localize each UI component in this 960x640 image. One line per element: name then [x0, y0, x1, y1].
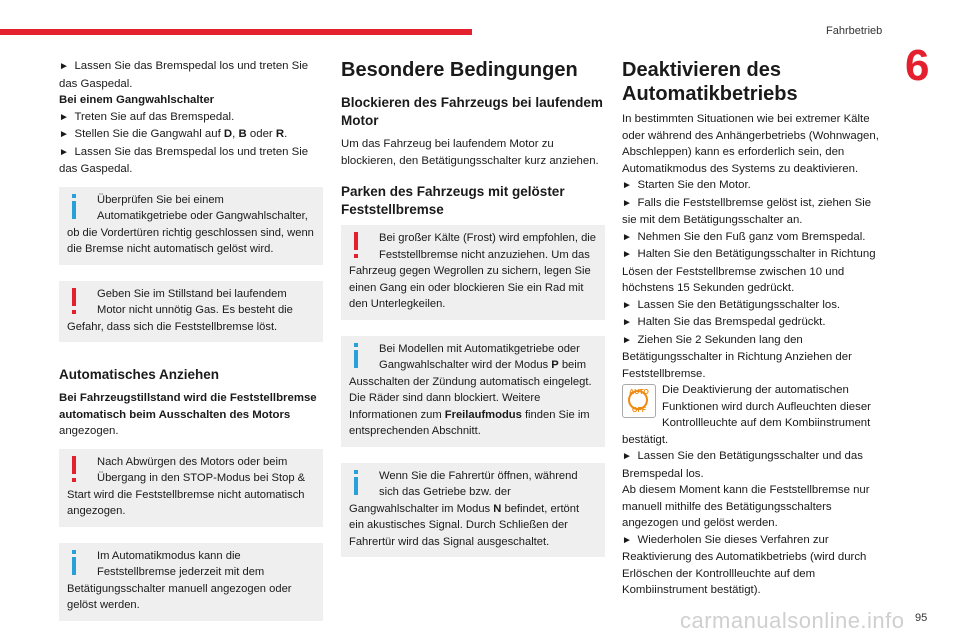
- column-2: [341, 58, 605, 557]
- watermark: carmanualsonline.info: [680, 608, 905, 633]
- bullet-text: ► Lassen Sie den Betätigungsschalter und das Bremspedal los.: [622, 448, 888, 482]
- bullet-text: ► Lassen Sie das Bremspedal los und treten Sie das Gaspedal.: [59, 144, 323, 178]
- info-icon: [349, 343, 365, 371]
- paragraph: Um das Fahrzeug bei laufendem Motor zu blockieren, den Betätigungsschalter kurz anziehen.: [341, 138, 599, 167]
- paragraph: Bei Fahrzeugstillstand wird die Feststellbremse automatisch beim Ausschalten des Motors angezogen.: [59, 392, 317, 437]
- column-3: [622, 58, 888, 599]
- bullet-text: ► Lassen Sie den Betätigungsschalter los.: [622, 297, 888, 315]
- info-icon: [349, 470, 365, 498]
- bullet-text: ► Nehmen Sie den Fuß ganz vom Bremspedal.: [622, 229, 888, 247]
- paragraph: Ab diesem Moment kann die Feststellbremse nur manuell mithilfe des Betätigungsschalters angezogen und gelöst werden.: [622, 484, 870, 529]
- section-title-heading: Besondere Bedingungen: [341, 59, 578, 81]
- page-number: 95: [915, 612, 928, 624]
- column-1: [59, 58, 323, 621]
- bullet-text: ► Stellen Sie die Gangwahl auf D, B oder R.: [59, 126, 323, 144]
- bullet-text: ► Ziehen Sie 2 Sekunden lang den Betätigungsschalter in Richtung Anziehen der Feststellbremse.: [622, 332, 888, 383]
- subheading: Bei einem Gangwahlschalter: [59, 94, 215, 106]
- info-icon: [67, 194, 83, 222]
- paragraph: AUTO OFF Die Deaktivierung der automatischen Funktionen wird durch Aufleuchten dieser Kontrollleuchte auf dem Kombiinstrument bestätigt.: [622, 384, 871, 446]
- info-box: Bei Modellen mit Automatikgetriebe oder Gangwahlschalter wird der Modus P beim Ausschalten der Zündung automatisch eingelegt. Die Räder sind dann blockiert. Weitere Informationen zum Freilaufmodus finden Sie im entsprechenden Abschnitt.: [341, 336, 605, 447]
- info-box: Wenn Sie die Fahrertür öffnen, während sich das Getriebe bzw. der Gangwahlschalter im Modus N befindet, ertönt ein akustisches Signal. Durch Schließen der Fahrertür wird das Signal ausgeschaltet.: [341, 463, 605, 558]
- auto-off-warning-light-icon: AUTO OFF: [622, 384, 656, 418]
- bullet-text: ► Wiederholen Sie dieses Verfahren zur Reaktivierung des Automatikbetriebs (wird durch Erlöschen der Kontrollleuchte auf dem Kombiinstrument bestätigt).: [622, 532, 888, 599]
- warning-icon: [67, 288, 83, 316]
- bullet-text: ► Falls die Feststellbremse gelöst ist, ziehen Sie sie mit dem Betätigungsschalter an.: [622, 195, 888, 229]
- section-heading: Automatisches Anziehen: [59, 367, 220, 382]
- bullet-text: ► Lassen Sie das Bremspedal los und treten Sie das Gaspedal.: [59, 58, 323, 92]
- section-title: Fahrbetrieb: [826, 25, 883, 37]
- warning-icon: [67, 456, 83, 484]
- paragraph: In bestimmten Situationen wie bei extremer Kälte oder während des Anhängerbetriebs (Wohnwagen, Abschleppen) kann es erforderlich sein, den Automatikmodus des Systems zu deaktivieren.: [622, 113, 879, 175]
- warning-icon: [349, 232, 365, 260]
- warning-box: Geben Sie im Stillstand bei laufendem Motor nicht unnötig Gas. Es besteht die Gefahr, dass sich die Feststellbremse löst.: [59, 281, 323, 343]
- bullet-text: ► Treten Sie auf das Bremspedal.: [59, 109, 323, 127]
- info-icon: [67, 550, 83, 578]
- bullet-text: ► Halten Sie das Bremspedal gedrückt.: [622, 314, 888, 332]
- subsection-heading: Blockieren des Fahrzeugs bei laufendem Motor: [341, 95, 603, 128]
- chapter-number: 6: [905, 41, 930, 90]
- section-title-heading: Deaktivieren des Automatikbetriebs: [622, 59, 798, 105]
- warning-box: Bei großer Kälte (Frost) wird empfohlen, die Feststellbremse nicht anzuziehen. Um das Fahrzeug gegen Wegrollen zu sichern, legen Sie einen Gang ein oder blockieren Sie ein Rad mit den Unterlegkeilen.: [341, 225, 605, 320]
- header-accent-bar: [0, 29, 472, 35]
- info-box: Überprüfen Sie bei einem Automatikgetriebe oder Gangwahlschalter, ob die Vordertüren richtig geschlossen sind, wenn die Bremse nicht automatisch gelöst wird.: [59, 187, 323, 265]
- bullet-text: ► Halten Sie den Betätigungsschalter in Richtung Lösen der Feststellbremse zwischen 10 und höchstens 15 Sekunden gedrückt.: [622, 246, 888, 297]
- subsection-heading: Parken des Fahrzeugs mit gelöster Feststellbremse: [341, 184, 565, 217]
- info-box: Im Automatikmodus kann die Feststellbremse jederzeit mit dem Betätigungsschalter manuell angezogen oder gelöst werden.: [59, 543, 323, 621]
- warning-box: Nach Abwürgen des Motors oder beim Übergang in den STOP-Modus bei Stop & Start wird die Feststellbremse nicht automatisch angezogen.: [59, 449, 323, 527]
- bullet-text: ► Starten Sie den Motor.: [622, 177, 888, 195]
